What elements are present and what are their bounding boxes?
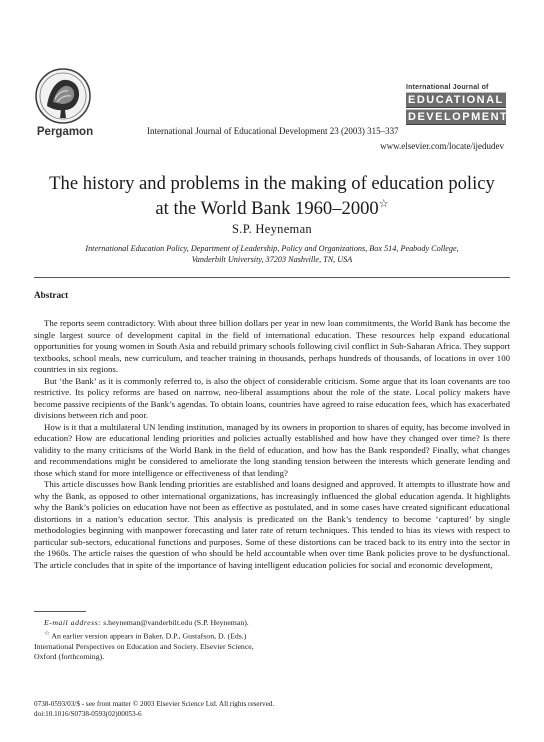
masthead-word-development: DEVELOPMENT: [408, 111, 509, 123]
abstract-paragraph: This article discusses how Bank lending priorities are established and loans designed and approved. It attempts to illustrate how and why the Bank, as opposed to other international organizations, has increasingly influenced the global education agenda. It highlights why the Bank’s policies on education have not been as effective as postulated, and in some cases have created significant educational distortions in a nation’s education sector. This analysis is predicated on the Bank’s tendency to become ‘captured’ by single methodologies beginning with manpower forecasting and later rate of return techniques. This tended to bias its views with respect to particular sub-sectors, educational functions and purposes. Some of these distortions can be traced back to its entry into the sector in the 1960s. The article raises the question of who should be held accountable when over time Bank policies prove to be dysfunctional. The article concludes that in spite of the importance of having intelligent education policies for social and economic development,: [34, 479, 510, 570]
doi-line[interactable]: doi:10.1016/S0738-0593(02)00053-6: [34, 710, 142, 718]
abstract-paragraph: But ‘the Bank’ as it is commonly referred to, is also the object of considerable criticism. Some argue that its loan covenants are too restrictive. Its policy reforms are based on narrow, neo-liberal assumptions about the role of the state. Local policy makers have become passive recipients of the Bank’s agendas. To obtain loans, countries have agreed to raise education fees, which has exacerbated divisions between rich and poor.: [34, 375, 510, 420]
masthead-word-educational: EDUCATIONAL: [406, 92, 506, 108]
footnote-email: [34, 618, 264, 629]
title-line-2: [20, 194, 524, 219]
author-email-link[interactable]: s.heyneman@vanderbilt.edu: [103, 618, 193, 627]
email-label: E-mail address:: [44, 618, 102, 627]
footnotes: [34, 618, 264, 663]
article-author: S.P. Heyneman: [232, 222, 312, 236]
publisher-name: Pergamon: [36, 126, 94, 138]
journal-url[interactable]: www.elsevier.com/locate/ijedudev: [380, 141, 504, 151]
abstract-body: [34, 318, 510, 571]
copyright-line: 0738-0593/03/$ - see front matter © 2003 Elsevier Science Ltd. All rights reserved.: [34, 700, 275, 708]
title-line-1: The history and problems in the making of education policy: [49, 173, 495, 194]
abstract-heading: Abstract: [34, 290, 69, 300]
affiliation-line-1: International Education Policy, Department of Leadership, Policy and Organizations, Box 514, Peabody College,: [85, 244, 459, 253]
affiliation-line-2: Vanderbilt University, 37203 Nashville, TN, USA: [191, 255, 353, 264]
abstract-paragraph: The reports seem contradictory. With about three billion dollars per year in new loan commitments, the World Bank has become the single largest source of development capital in the field of international education. These resources help expand educational opportunities for young women in South Asia and rebuild primary schools following civil conflict in Sub-Saharan Africa. They support textbooks, school meals, new curriculum, and teacher training in thousands, perhaps hundreds of thousands, of locations in over 100 countries in six regions.: [34, 318, 511, 374]
masthead-top-line: International Journal of: [406, 84, 489, 91]
pergamon-tree-emblem-icon: [33, 66, 93, 126]
header-divider: [34, 277, 510, 278]
email-suffix: (S.P. Heyneman).: [194, 618, 249, 627]
article-title: [20, 173, 524, 219]
footnote-divider: [34, 611, 86, 612]
title-line-2-text: at the World Bank 1960–2000: [155, 198, 379, 220]
journal-citation: International Journal of Educational Development 23 (2003) 315–337: [147, 126, 399, 136]
footnote-earlier-version-text: An earlier version appears in Baker, D.P., Gustafson, D. (Eds.) International Perspectives on Education and Society. Elsevier Science, Oxford (forthcoming).: [34, 631, 254, 662]
front-matter: [34, 699, 274, 719]
author-affiliation: [52, 243, 492, 265]
journal-masthead: [406, 84, 509, 123]
footnote-star-mark: ☆: [44, 629, 50, 637]
footnote-earlier-version: [34, 629, 264, 663]
title-footnote-mark[interactable]: ☆: [378, 198, 389, 210]
abstract-paragraph: How is it that a multilateral UN lending institution, managed by its owners in proportion to shares of equity, has become involved in education? How are educational lending priorities and policies actually established and how have they changed over time? Is there validity to the many criticisms of the World Bank in the field of education, and how has the Bank responded? Finally, what changes and recommendations might be considered to ameliorate the long standing tension between the interests which generate lending and those which stand for more intelligence or effectiveness of that lending?: [34, 421, 510, 478]
